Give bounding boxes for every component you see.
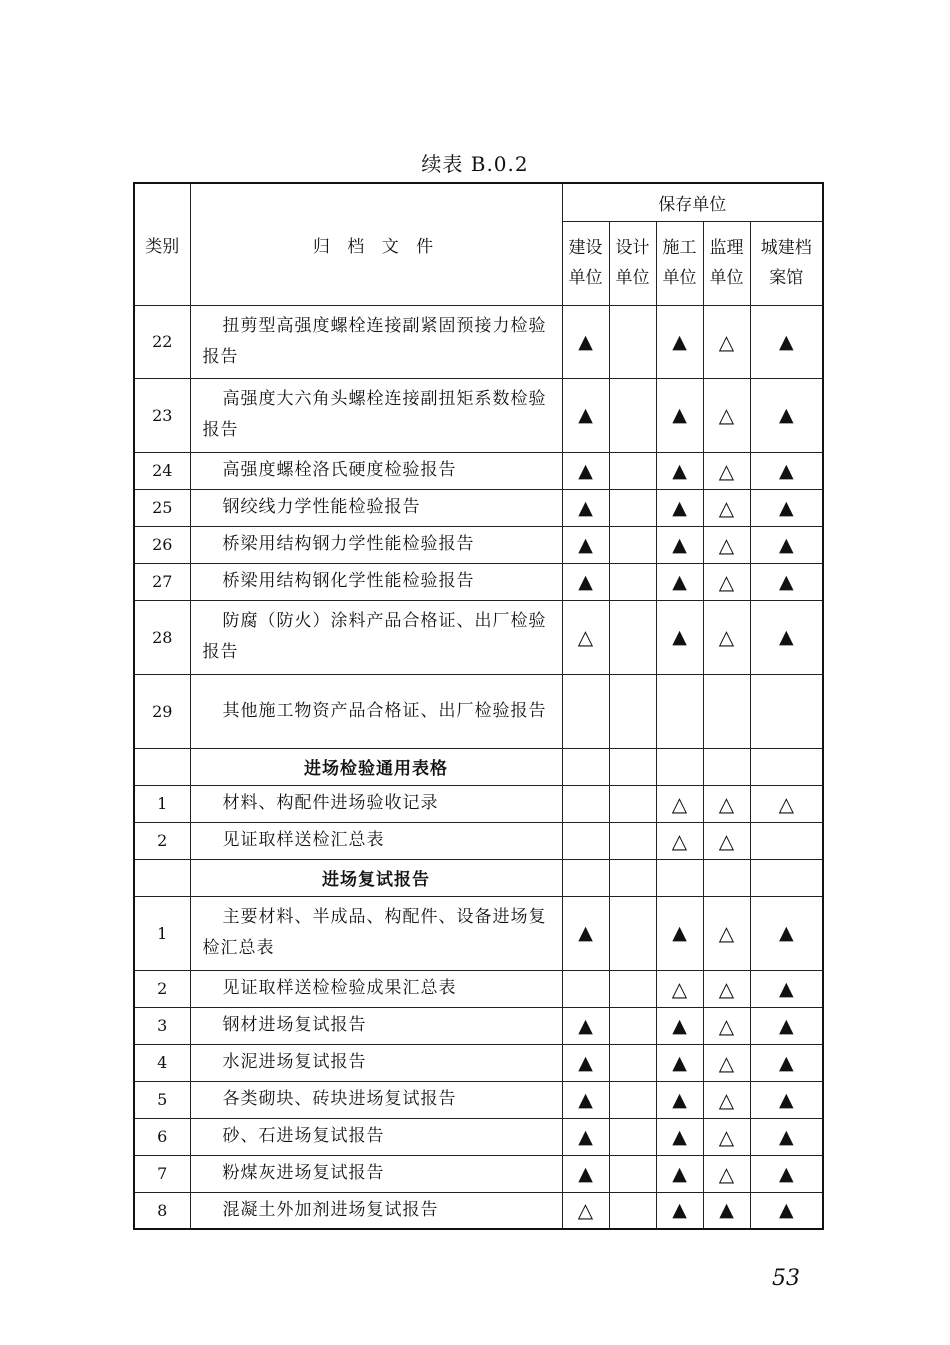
section-blank-cell [703,859,750,896]
mark-urban-archives [750,822,823,859]
table-row [134,378,823,452]
mark-urban-archives: ▲ [750,452,823,489]
row-number: 22 [134,305,190,378]
mark-contractor: ▲ [656,305,703,378]
mark-design [609,1118,656,1155]
header-document: 归 档 文 件 [190,183,562,305]
document-name: 防腐（防火）涂料产品合格证、出厂检验报告 [190,600,562,674]
section-row [134,859,823,896]
mark-construction: ▲ [562,1007,609,1044]
mark-contractor: ▲ [656,1081,703,1118]
mark-urban-archives: ▲ [750,305,823,378]
section-heading: 进场检验通用表格 [190,748,562,785]
mark-construction: ▲ [562,896,609,970]
table-row [134,1155,823,1192]
mark-contractor: △ [656,822,703,859]
table-row [134,1081,823,1118]
mark-urban-archives: ▲ [750,970,823,1007]
mark-design [609,1044,656,1081]
mark-urban-archives: ▲ [750,1081,823,1118]
mark-supervision: △ [703,1118,750,1155]
mark-urban-archives: ▲ [750,1007,823,1044]
mark-supervision: △ [703,970,750,1007]
table-body [134,305,823,1229]
row-number: 2 [134,822,190,859]
mark-supervision: △ [703,452,750,489]
header-storage: 保存单位 [562,183,823,221]
table-row [134,600,823,674]
mark-design [609,600,656,674]
mark-design [609,305,656,378]
mark-contractor: ▲ [656,1044,703,1081]
mark-supervision: △ [703,896,750,970]
section-blank-cell [134,859,190,896]
mark-construction: ▲ [562,526,609,563]
table-row [134,970,823,1007]
section-blank-cell [750,748,823,785]
table-row [134,489,823,526]
row-number: 8 [134,1192,190,1229]
section-heading: 进场复试报告 [190,859,562,896]
header-unit-urban-archives: 城建档 案馆 [750,221,823,305]
mark-construction [562,785,609,822]
document-name: 水泥进场复试报告 [190,1044,562,1081]
mark-design [609,378,656,452]
mark-supervision: △ [703,526,750,563]
archive-table [133,182,824,1230]
mark-contractor: ▲ [656,896,703,970]
header-unit-construction: 建设 单位 [562,221,609,305]
mark-contractor [656,674,703,748]
row-number: 6 [134,1118,190,1155]
document-name: 粉煤灰进场复试报告 [190,1155,562,1192]
mark-construction: △ [562,600,609,674]
document-name: 混凝土外加剂进场复试报告 [190,1192,562,1229]
table-row [134,896,823,970]
row-number: 23 [134,378,190,452]
mark-supervision: △ [703,1044,750,1081]
mark-contractor: ▲ [656,1155,703,1192]
table-row [134,526,823,563]
mark-contractor: ▲ [656,526,703,563]
document-name: 钢绞线力学性能检验报告 [190,489,562,526]
mark-urban-archives: ▲ [750,526,823,563]
table-row [134,1118,823,1155]
table-title: 续表 B.0.2 [421,152,529,176]
row-number: 28 [134,600,190,674]
mark-contractor: ▲ [656,378,703,452]
mark-construction: ▲ [562,1044,609,1081]
header-category: 类别 [134,183,190,305]
mark-design [609,970,656,1007]
section-row [134,748,823,785]
mark-contractor: △ [656,785,703,822]
mark-contractor: ▲ [656,600,703,674]
row-number: 1 [134,785,190,822]
mark-design [609,785,656,822]
row-number: 5 [134,1081,190,1118]
table-row [134,785,823,822]
table-row [134,1192,823,1229]
mark-construction: ▲ [562,452,609,489]
mark-construction: ▲ [562,378,609,452]
table-row [134,1007,823,1044]
mark-design [609,1007,656,1044]
mark-construction: △ [562,1192,609,1229]
document-name: 其他施工物资产品合格证、出厂检验报告 [190,674,562,748]
section-blank-cell [562,859,609,896]
mark-design [609,896,656,970]
mark-supervision [703,674,750,748]
header-row-1 [134,183,823,221]
section-blank-cell [656,748,703,785]
row-number: 7 [134,1155,190,1192]
mark-design [609,526,656,563]
row-number: 25 [134,489,190,526]
mark-contractor: ▲ [656,452,703,489]
section-blank-cell [609,748,656,785]
mark-urban-archives: △ [750,785,823,822]
mark-supervision: △ [703,305,750,378]
document-name: 扭剪型高强度螺栓连接副紧固预接力检验报告 [190,305,562,378]
mark-supervision: △ [703,822,750,859]
header-unit-design: 设计 单位 [609,221,656,305]
page-number: 53 [772,1266,800,1291]
section-blank-cell [703,748,750,785]
document-name: 桥梁用结构钢化学性能检验报告 [190,563,562,600]
mark-urban-archives: ▲ [750,489,823,526]
mark-design [609,1192,656,1229]
document-name: 砂、石进场复试报告 [190,1118,562,1155]
mark-urban-archives: ▲ [750,1118,823,1155]
mark-design [609,489,656,526]
mark-supervision: △ [703,1155,750,1192]
mark-design [609,563,656,600]
row-number: 2 [134,970,190,1007]
header-unit-contractor: 施工 单位 [656,221,703,305]
mark-supervision: △ [703,489,750,526]
table-row [134,452,823,489]
mark-contractor: ▲ [656,489,703,526]
mark-contractor: △ [656,970,703,1007]
section-blank-cell [656,859,703,896]
document-name: 桥梁用结构钢力学性能检验报告 [190,526,562,563]
mark-contractor: ▲ [656,1118,703,1155]
mark-design [609,1155,656,1192]
mark-contractor: ▲ [656,563,703,600]
row-number: 1 [134,896,190,970]
section-blank-cell [562,748,609,785]
document-name: 见证取样送检检验成果汇总表 [190,970,562,1007]
mark-supervision: ▲ [703,1192,750,1229]
mark-urban-archives: ▲ [750,1155,823,1192]
section-blank-cell [750,859,823,896]
mark-contractor: ▲ [656,1007,703,1044]
mark-urban-archives: ▲ [750,378,823,452]
mark-construction: ▲ [562,1118,609,1155]
table-row [134,563,823,600]
mark-contractor: ▲ [656,1192,703,1229]
table-row [134,822,823,859]
table-row [134,1044,823,1081]
mark-design [609,452,656,489]
section-blank-cell [609,859,656,896]
document-name: 见证取样送检汇总表 [190,822,562,859]
mark-construction [562,970,609,1007]
mark-urban-archives: ▲ [750,896,823,970]
mark-construction: ▲ [562,563,609,600]
mark-supervision: △ [703,1007,750,1044]
mark-design [609,822,656,859]
mark-supervision: △ [703,1081,750,1118]
section-blank-cell [134,748,190,785]
mark-construction: ▲ [562,489,609,526]
row-number: 24 [134,452,190,489]
mark-construction: ▲ [562,305,609,378]
mark-construction: ▲ [562,1155,609,1192]
mark-design [609,674,656,748]
row-number: 3 [134,1007,190,1044]
document-name: 高强度大六角头螺栓连接副扭矩系数检验报告 [190,378,562,452]
document-name: 各类砌块、砖块进场复试报告 [190,1081,562,1118]
mark-urban-archives: ▲ [750,563,823,600]
row-number: 26 [134,526,190,563]
mark-urban-archives: ▲ [750,1044,823,1081]
mark-supervision: △ [703,378,750,452]
mark-urban-archives [750,674,823,748]
mark-construction: ▲ [562,1081,609,1118]
document-name: 材料、构配件进场验收记录 [190,785,562,822]
document-name: 主要材料、半成品、构配件、设备进场复检汇总表 [190,896,562,970]
header-unit-supervision: 监理 单位 [703,221,750,305]
mark-construction [562,674,609,748]
mark-urban-archives: ▲ [750,600,823,674]
mark-urban-archives: ▲ [750,1192,823,1229]
row-number: 29 [134,674,190,748]
document-name: 高强度螺栓洛氏硬度检验报告 [190,452,562,489]
mark-design [609,1081,656,1118]
table-row [134,305,823,378]
mark-construction [562,822,609,859]
row-number: 4 [134,1044,190,1081]
mark-supervision: △ [703,563,750,600]
document-name: 钢材进场复试报告 [190,1007,562,1044]
mark-supervision: △ [703,785,750,822]
row-number: 27 [134,563,190,600]
table-row [134,674,823,748]
mark-supervision: △ [703,600,750,674]
